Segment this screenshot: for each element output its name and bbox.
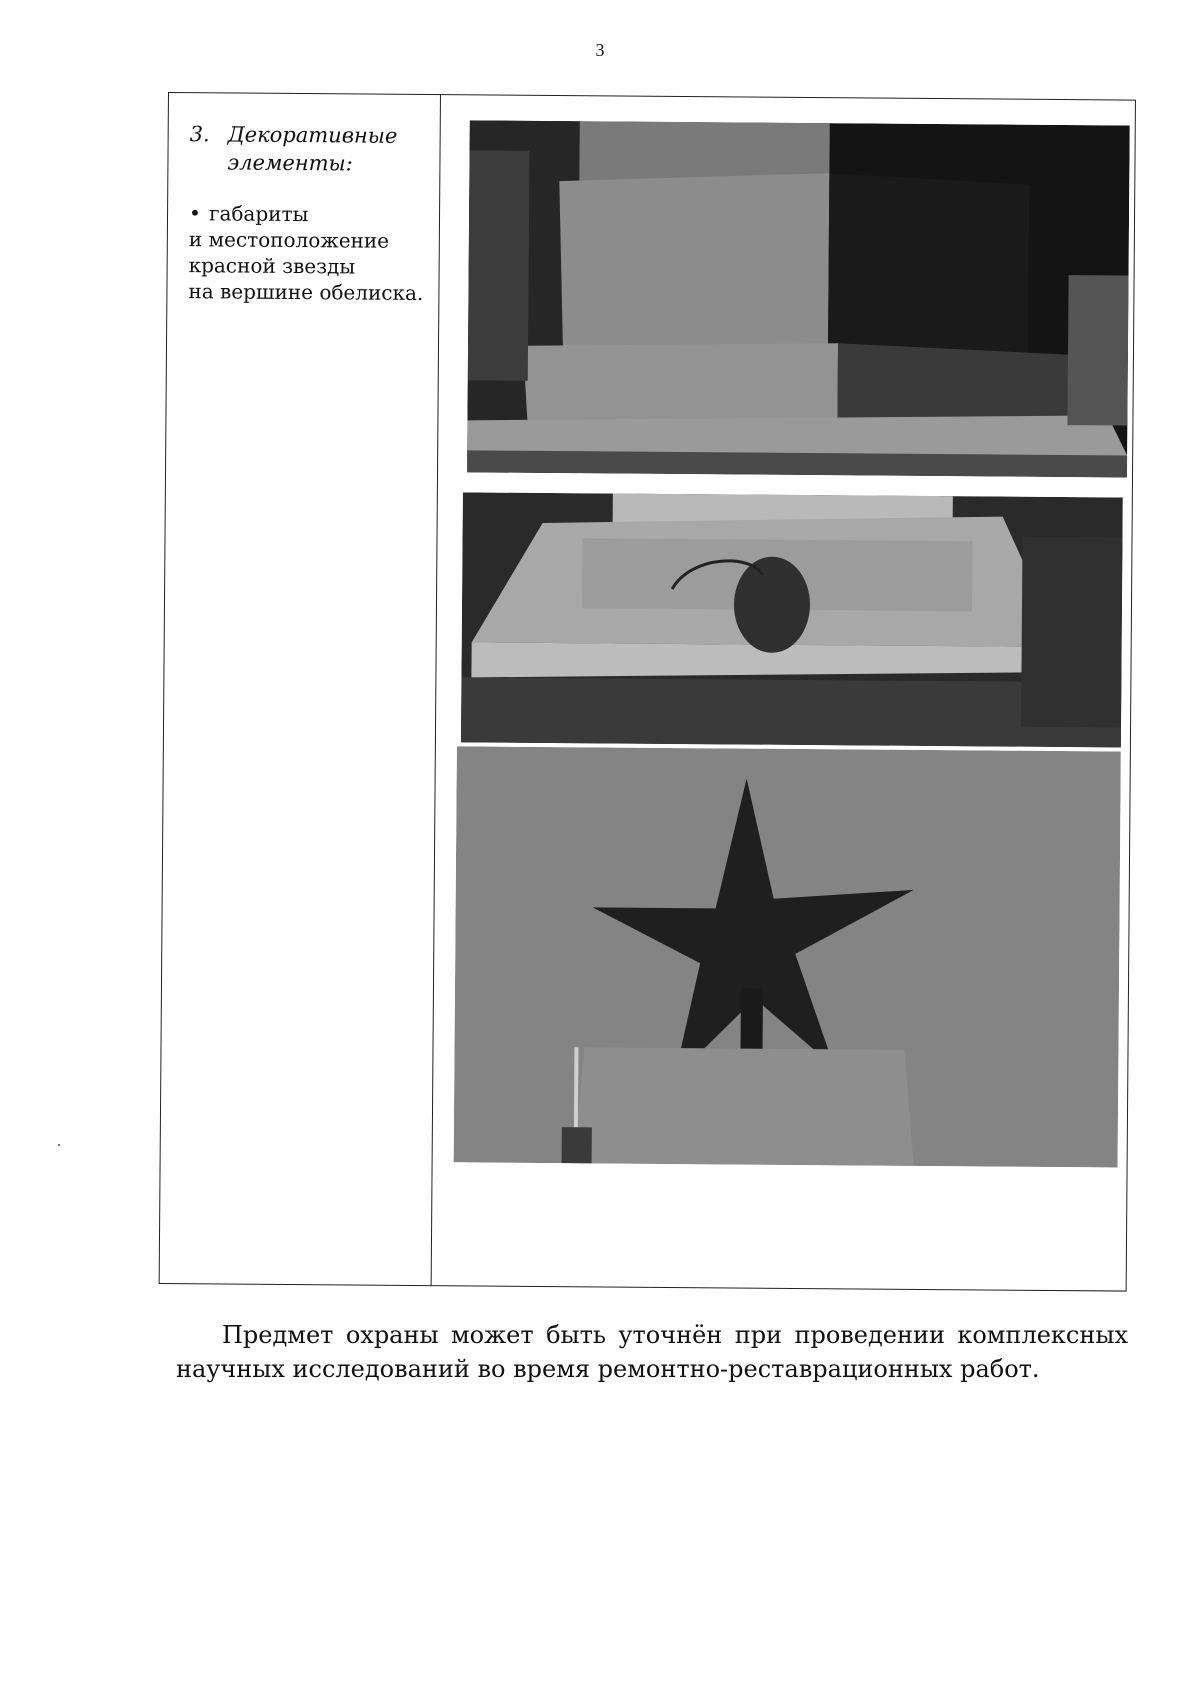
bullet-line-3: красной звезды bbox=[188, 253, 356, 279]
footer-paragraph-text: Предмет охраны может быть уточнён при проведении комплексных научных исследований во время ремонтно-реставрационных работ. bbox=[176, 1321, 1128, 1383]
page-number: 3 bbox=[595, 40, 605, 60]
footer-paragraph bbox=[176, 1318, 1128, 1386]
description-cell bbox=[188, 120, 429, 306]
bullet-item bbox=[188, 200, 429, 306]
section-title-line-1: Декоративные bbox=[227, 122, 398, 148]
section-number: 3. bbox=[189, 122, 210, 147]
section-title bbox=[227, 120, 397, 177]
bullet-line-4: на вершине обелиска. bbox=[188, 279, 424, 306]
protection-subject-table bbox=[159, 92, 1136, 1292]
section-heading bbox=[189, 120, 429, 178]
obelisk-pedestal-wreath-photo bbox=[461, 492, 1123, 747]
bullet-line-1: габариты bbox=[208, 201, 309, 227]
bullet-line-2: и местоположение bbox=[188, 227, 390, 253]
obelisk-base-photo bbox=[467, 120, 1130, 477]
red-star-photo bbox=[454, 746, 1121, 1167]
scan-artifact bbox=[58, 1144, 60, 1146]
bullet-icon: • bbox=[188, 201, 201, 226]
section-title-line-2: элементы: bbox=[227, 150, 353, 176]
